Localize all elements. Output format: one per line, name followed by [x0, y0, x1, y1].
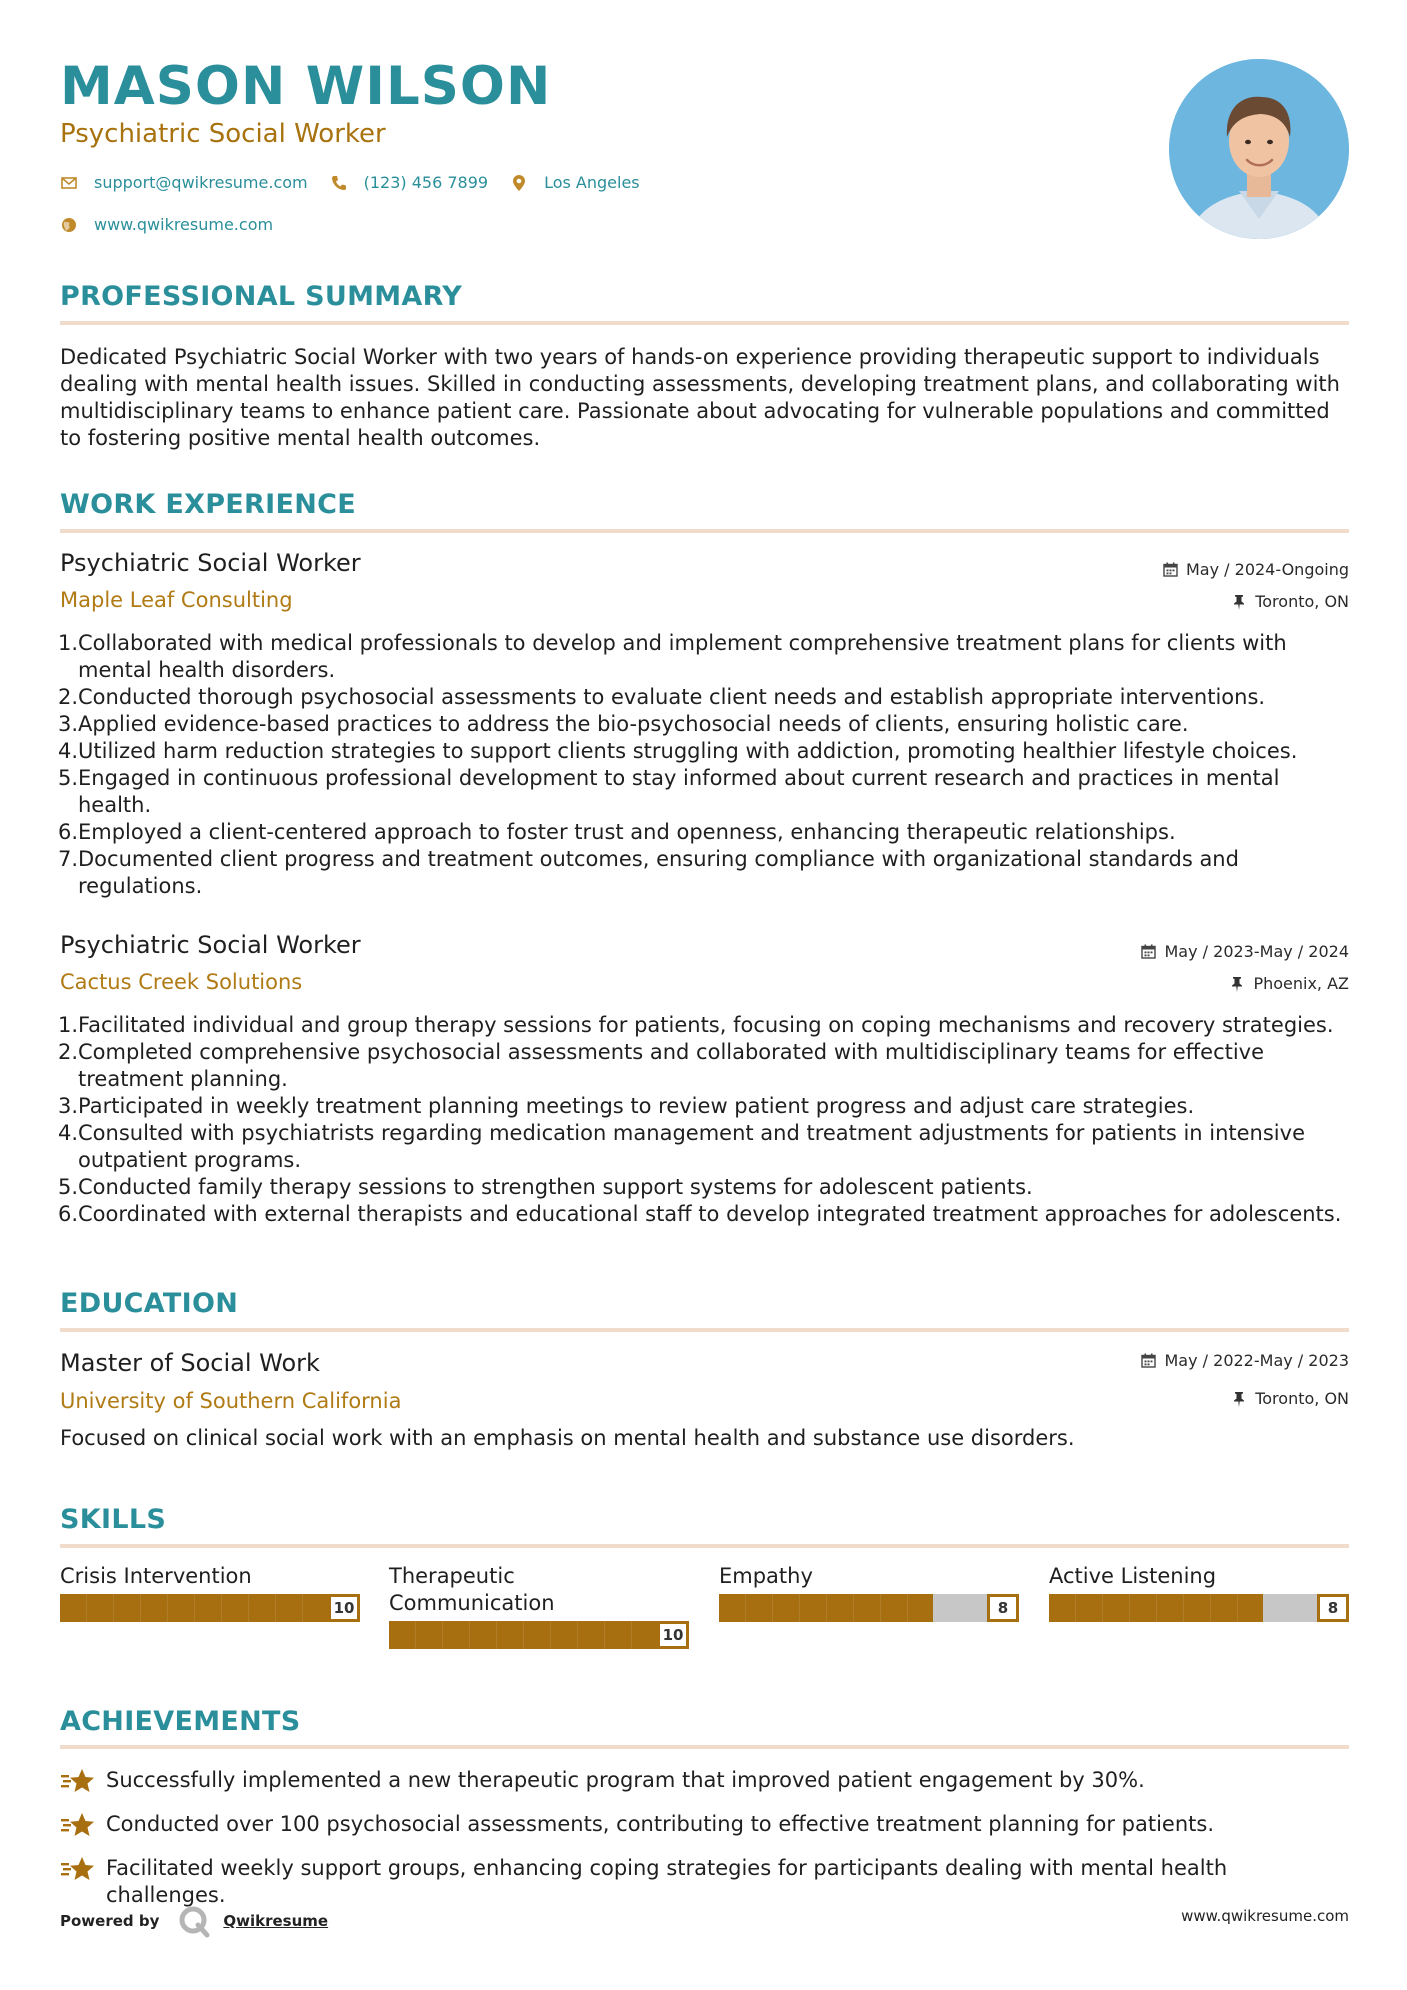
skill-item: [719, 1563, 1019, 1622]
skill-bar: [60, 1594, 360, 1622]
candidate-name: MASON WILSON: [60, 56, 552, 117]
skill-bar-track: [1049, 1594, 1317, 1622]
list-item: 2. Conducted thorough psychosocial assessments to evaluate client needs and establish appropriate interventions.: [58, 685, 1266, 709]
achievement-text: Conducted over 100 psychosocial assessments, contributing to effective treatment planning for patients.: [106, 1812, 1214, 1836]
achievement-item: [60, 1855, 1350, 1909]
achievement-text: Facilitated weekly support groups, enhancing coping strategies for participants dealing with mental health challenges.: [106, 1856, 1228, 1907]
job-dates-text: May / 2023-May / 2024: [1164, 942, 1349, 961]
list-item: 5. Engaged in continuous professional development to stay informed about current research and practices in mental health.: [58, 766, 1280, 817]
footer-powered-by: [60, 1904, 328, 1938]
list-item: 2. Completed comprehensive psychosocial assessments and collaborated with multidisciplinary teams for effective treatment planning.: [58, 1040, 1265, 1091]
globe-icon: [60, 216, 78, 234]
skill-level-badge: 10: [657, 1621, 689, 1649]
degree-title: Master of Social Work: [60, 1349, 320, 1377]
skill-bar-fill: [389, 1621, 657, 1649]
pushpin-icon: [1229, 976, 1245, 992]
list-item: 1. Collaborated with medical professionals to develop and implement comprehensive treatment plans for clients with mental health disorders.: [58, 631, 1287, 682]
achievement-text: Successfully implemented a new therapeutic program that improved patient engagement by 30%.: [106, 1768, 1145, 1792]
avatar: [1169, 59, 1349, 239]
education-description: Focused on clinical social work with an emphasis on mental health and substance use disorders.: [60, 1426, 1075, 1450]
contact-location: [510, 173, 640, 192]
list-item: 3. Applied evidence-based practices to address the bio-psychosocial needs of clients, ensuring holistic care.: [58, 712, 1189, 736]
skill-item: [389, 1563, 689, 1649]
skill-bar-track: [60, 1594, 328, 1622]
skill-name: Therapeutic Communication: [389, 1564, 555, 1615]
footer-url[interactable]: www.qwikresume.com: [1181, 1907, 1349, 1925]
qwikresume-logo-icon: [177, 1904, 211, 1938]
calendar-icon: [1141, 944, 1157, 960]
contact-website: [60, 215, 273, 234]
job-location-text: Toronto, ON: [1255, 592, 1349, 611]
skill-level-badge: 10: [328, 1594, 360, 1622]
envelope-icon: [60, 174, 78, 192]
skill-bar-track: [389, 1621, 657, 1649]
section-divider: [60, 1745, 1349, 1749]
skill-item: [60, 1563, 360, 1622]
list-item: 5. Conducted family therapy sessions to strengthen support systems for adolescent patients.: [58, 1175, 1033, 1199]
list-item: 3. Participated in weekly treatment planning meetings to review patient progress and adjust care strategies.: [58, 1094, 1195, 1118]
achievement-item: [60, 1811, 1350, 1841]
calendar-icon: [1141, 1353, 1157, 1369]
education-heading: EDUCATION: [60, 1288, 239, 1319]
section-divider: [60, 529, 1349, 533]
job-location: [1231, 592, 1349, 611]
summary-text: Dedicated Psychiatric Social Worker with two years of hands-on experience providing therapeutic support to individuals dealing with mental health issues. Skilled in conducting assessments, developing treatment plans, and collaborating with multidisciplinary teams to enhance patient care. Passionate about advocating for vulnerable populations and committed to fostering positive mental health outcomes.: [60, 345, 1340, 450]
pushpin-icon: [1231, 594, 1247, 610]
company-name: Maple Leaf Consulting: [60, 588, 293, 612]
skill-bar-fill: [60, 1594, 328, 1622]
skill-bar-track: [719, 1594, 987, 1622]
skill-bar: [389, 1621, 689, 1649]
contact-email: [60, 173, 308, 192]
skill-bar-fill: [1049, 1594, 1263, 1622]
section-divider: [60, 321, 1349, 325]
list-item: 1. Facilitated individual and group therapy sessions for patients, focusing on coping mechanisms and recovery strategies.: [58, 1013, 1334, 1037]
candidate-title: Psychiatric Social Worker: [60, 119, 386, 149]
education-location: [1231, 1389, 1349, 1408]
qwikresume-link[interactable]: Qwikresume: [223, 1912, 329, 1930]
job-dates-text: May / 2024-Ongoing: [1186, 560, 1349, 579]
job-duties-list: [60, 1012, 1350, 1228]
skill-name: Crisis Intervention: [60, 1564, 252, 1588]
experience-heading: WORK EXPERIENCE: [60, 489, 356, 520]
list-item: 4. Consulted with psychiatrists regarding medication management and treatment adjustments for patients in intensive outpatient programs.: [58, 1121, 1305, 1172]
star-icon: [60, 1767, 96, 1797]
star-icon: [60, 1855, 96, 1885]
map-pin-icon: [510, 174, 528, 192]
job-duties-list: [60, 630, 1350, 900]
list-item: 6. Coordinated with external therapists and educational staff to develop integrated treatment approaches for adolescents.: [58, 1202, 1342, 1226]
website-link[interactable]: www.qwikresume.com: [94, 215, 274, 234]
list-item: 4. Utilized harm reduction strategies to support clients struggling with addiction, promoting healthier lifestyle choices.: [58, 739, 1298, 763]
skill-level-badge: 8: [987, 1594, 1019, 1622]
location-text: Los Angeles: [544, 173, 640, 192]
skill-bar: [719, 1594, 1019, 1622]
job-dates: [1141, 942, 1350, 961]
education-location-text: Toronto, ON: [1255, 1389, 1349, 1408]
job-location: [1229, 974, 1349, 993]
education-dates: [1141, 1351, 1350, 1370]
contact-row: [60, 173, 662, 192]
achievement-item: [60, 1767, 1350, 1797]
section-divider: [60, 1544, 1349, 1548]
job-dates: [1162, 560, 1349, 579]
skill-name: Empathy: [719, 1564, 813, 1588]
list-item: 7. Documented client progress and treatment outcomes, ensuring compliance with organizational standards and regulations.: [58, 847, 1239, 898]
section-divider: [60, 1328, 1349, 1332]
school-name: University of Southern California: [60, 1389, 402, 1413]
company-name: Cactus Creek Solutions: [60, 970, 303, 994]
education-dates-text: May / 2022-May / 2023: [1164, 1351, 1349, 1370]
pushpin-icon: [1231, 1391, 1247, 1407]
star-icon: [60, 1811, 96, 1841]
job-title: Psychiatric Social Worker: [60, 931, 361, 959]
email-link[interactable]: support@qwikresume.com: [94, 173, 308, 192]
contact-phone: [330, 173, 488, 192]
skills-heading: SKILLS: [60, 1504, 167, 1535]
job-title: Psychiatric Social Worker: [60, 549, 361, 577]
skill-name: Active Listening: [1049, 1564, 1217, 1588]
phone-icon: [330, 174, 348, 192]
powered-by-label: Powered by: [60, 1912, 160, 1930]
achievements-heading: ACHIEVEMENTS: [60, 1706, 301, 1737]
skill-bar: [1049, 1594, 1349, 1622]
skill-item: [1049, 1563, 1349, 1622]
skill-level-badge: 8: [1317, 1594, 1349, 1622]
summary-heading: PROFESSIONAL SUMMARY: [60, 281, 463, 312]
job-location-text: Phoenix, AZ: [1253, 974, 1349, 993]
list-item: 6. Employed a client-centered approach to foster trust and openness, enhancing therapeutic relationships.: [58, 820, 1176, 844]
skill-bar-fill: [719, 1594, 933, 1622]
phone-number[interactable]: (123) 456 7899: [363, 173, 489, 192]
calendar-icon: [1162, 562, 1178, 578]
